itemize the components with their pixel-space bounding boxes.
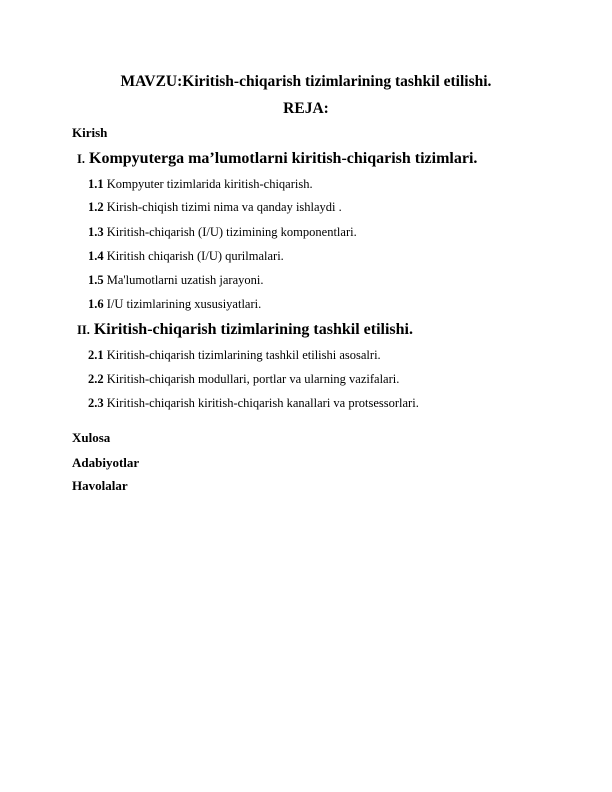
section-heading-2 — [77, 321, 413, 339]
plan-item-number: 1.5 — [88, 273, 104, 287]
section-title: Kompyuterga ma’lumotlarni kiritish-chiqarish tizimlari. — [89, 150, 478, 167]
plan-item — [88, 372, 399, 387]
plan-item-number: 1.3 — [88, 225, 104, 239]
document-title — [0, 73, 612, 91]
plan-item — [88, 273, 263, 288]
section-number: I. — [77, 152, 85, 166]
closing-conclusion: Xulosa — [72, 430, 111, 445]
intro-heading: Kirish — [72, 125, 108, 140]
plan-item-text: Kompyuter tizimlarida kiritish-chiqarish. — [106, 177, 313, 191]
plan-item-number: 2.3 — [88, 396, 104, 410]
plan-item-text: Kiritish chiqarish (I/U) qurilmalari. — [106, 249, 284, 263]
closing-links: Havolalar — [72, 478, 128, 493]
plan-item-text: Kiritish-chiqarish tizimlarining tashkil etilishi asosalri. — [106, 348, 381, 362]
plan-item — [88, 200, 342, 215]
section-number: II. — [77, 323, 90, 337]
closing-references: Adabiyotlar — [72, 455, 140, 470]
plan-item-text: I/U tizimlarining xususiyatlari. — [106, 297, 262, 311]
plan-item-number: 1.1 — [88, 177, 104, 191]
plan-item — [88, 225, 357, 240]
plan-item — [88, 177, 313, 192]
section-heading-1 — [77, 150, 477, 168]
plan-item — [88, 348, 381, 363]
plan-item-text: Kiritish-chiqarish (I/U) tizimining komponentlari. — [106, 225, 357, 239]
plan-item-number: 2.1 — [88, 348, 104, 362]
document-title-text: MAVZU:Kiritish-chiqarish tizimlarining tashkil etilishi. — [120, 73, 492, 90]
plan-item-text: Ma'lumotlarni uzatish jarayoni. — [106, 273, 264, 287]
section-title: Kiritish-chiqarish tizimlarining tashkil etilishi. — [93, 321, 413, 338]
plan-heading: REJA: — [283, 100, 329, 117]
plan-item — [88, 249, 284, 264]
plan-item-text: Kiritish-chiqarish kiritish-chiqarish kanallari va protsessorlari. — [106, 396, 419, 410]
plan-item-number: 2.2 — [88, 372, 104, 386]
plan-item — [88, 396, 419, 411]
plan-item-number: 1.6 — [88, 297, 104, 311]
plan-item-number: 1.2 — [88, 200, 104, 214]
plan-item-text: Kirish-chiqish tizimi nima va qanday ishlaydi . — [106, 200, 342, 214]
plan-item-text: Kiritish-chiqarish modullari, portlar va ularning vazifalari. — [106, 372, 400, 386]
plan-item — [88, 297, 261, 312]
plan-item-number: 1.4 — [88, 249, 104, 263]
